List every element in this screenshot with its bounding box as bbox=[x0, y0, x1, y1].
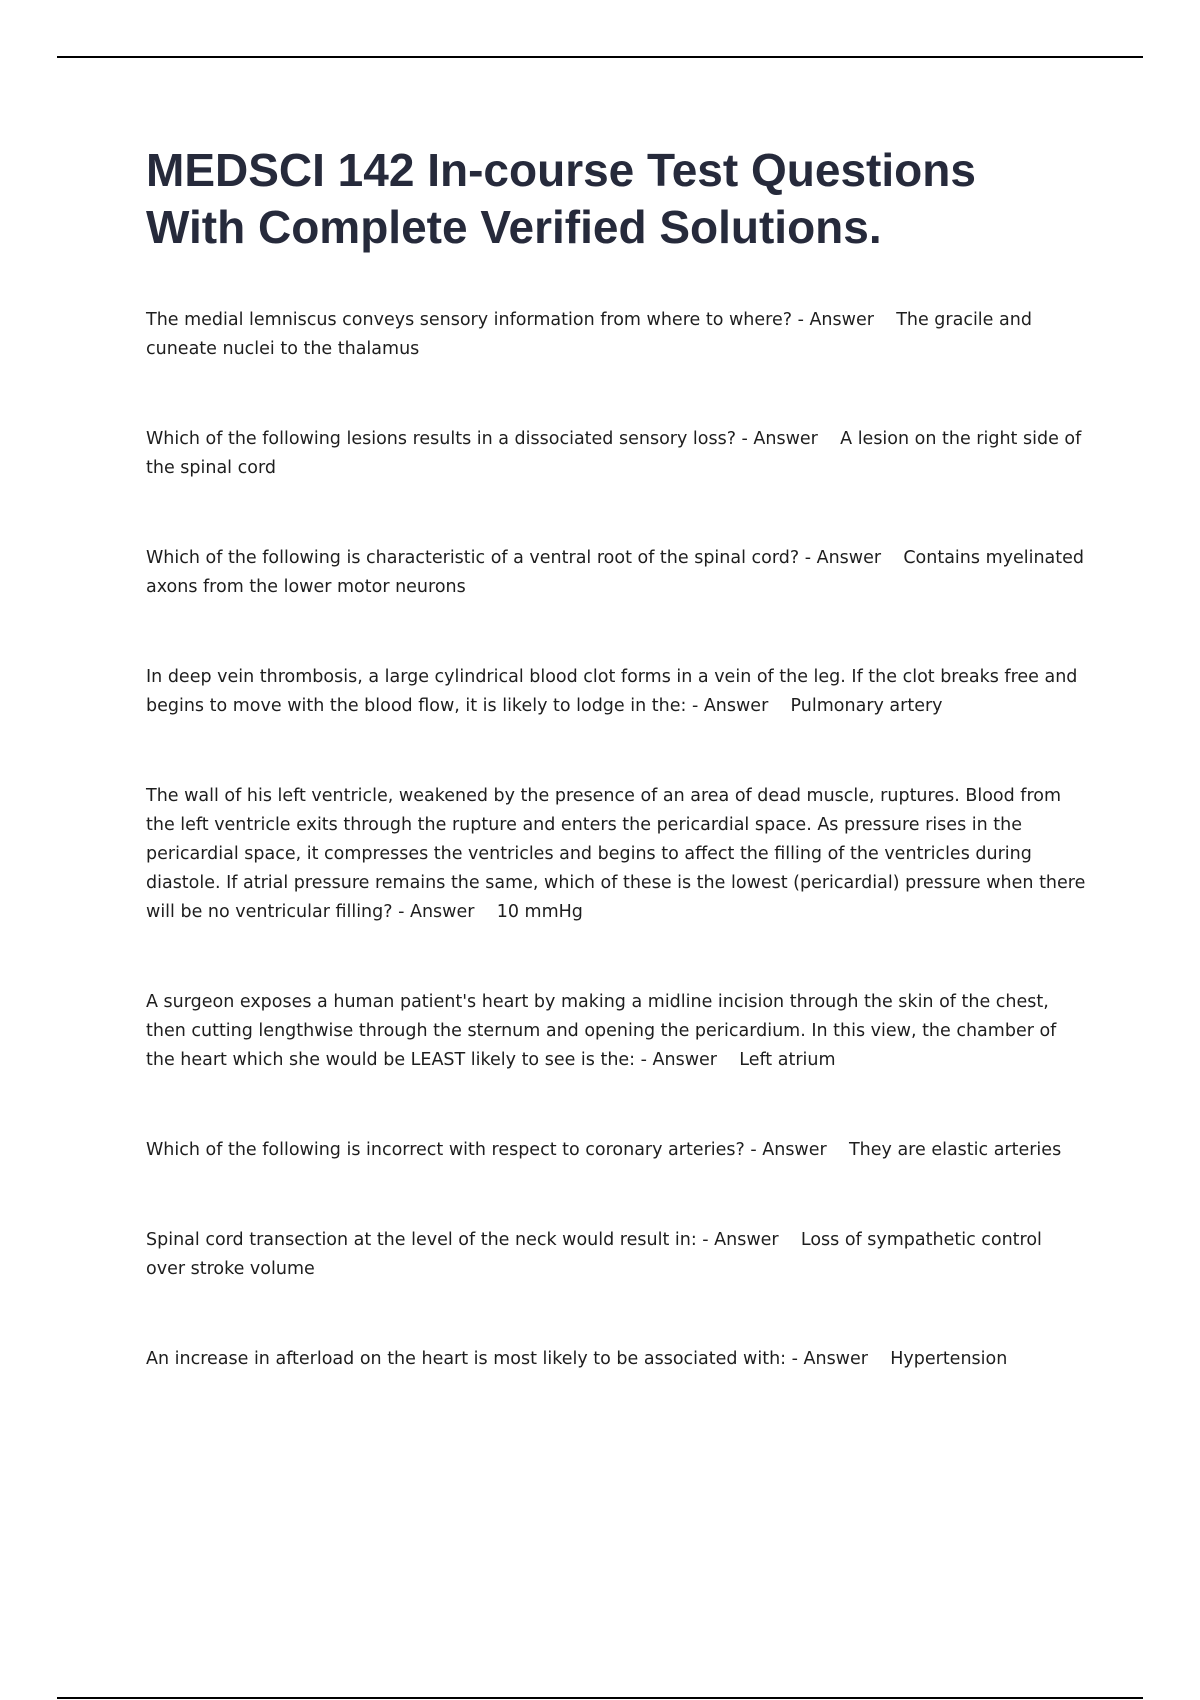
answer-text: A lesion on the right side of the spinal cord bbox=[146, 429, 1082, 478]
answer-text: Hypertension bbox=[890, 1349, 1008, 1369]
qa-item bbox=[146, 988, 1086, 1075]
qa-item bbox=[146, 663, 1086, 721]
qa-item bbox=[146, 1226, 1086, 1284]
document-title: MEDSCI 142 In-course Test Questions With Complete Verified Solutions. bbox=[146, 144, 976, 253]
qa-item bbox=[146, 1136, 1086, 1165]
answer-text: Contains myelinated axons from the lower motor neurons bbox=[146, 548, 1085, 597]
question-text: The medial lemniscus conveys sensory information from where to where? bbox=[146, 310, 793, 330]
qa-item bbox=[146, 425, 1086, 483]
qa-item bbox=[146, 544, 1086, 602]
answer-text: They are elastic arteries bbox=[848, 1140, 1062, 1160]
answer-label: - Answer bbox=[635, 1050, 723, 1070]
answer-label: - Answer bbox=[799, 548, 887, 568]
answer-label: - Answer bbox=[686, 696, 774, 716]
qa-list bbox=[146, 306, 1086, 1374]
question-text: In deep vein thrombosis, a large cylindrical blood clot forms in a vein of the leg. If the clot breaks free and begins to move with the blood flow, it is likely to lodge in the: bbox=[146, 667, 1078, 716]
answer-label: - Answer bbox=[696, 1230, 785, 1250]
answer-label: - Answer bbox=[792, 310, 880, 330]
qa-item bbox=[146, 782, 1086, 927]
question-text: An increase in afterload on the heart is most likely to be associated with: bbox=[146, 1349, 787, 1369]
question-text: Spinal cord transection at the level of the neck would result in: bbox=[146, 1230, 697, 1250]
question-text: The wall of his left ventricle, weakened by the presence of an area of dead muscle, ruptures. Blood from the left ventricle exits through the rupture and enters the pericardial space. As pressure rises in the pericardial space, it compresses the ventricles and begins to affect the filling of the ventricles during diastole. If atrial pressure remains the same, which of these is the lowest (pericardial) pressure when there will be no ventricular filling? bbox=[146, 786, 1086, 922]
answer-text: The gracile and cuneate nuclei to the thalamus bbox=[146, 310, 1032, 359]
answer-text: 10 mmHg bbox=[496, 902, 583, 922]
qa-item bbox=[146, 306, 1086, 364]
answer-label: - Answer bbox=[392, 902, 481, 922]
answer-label: - Answer bbox=[735, 429, 824, 449]
question-text: Which of the following lesions results in a dissociated sensory loss? bbox=[146, 429, 736, 449]
answer-label: - Answer bbox=[786, 1349, 874, 1369]
answer-text: Loss of sympathetic control over stroke volume bbox=[146, 1230, 1042, 1279]
answer-text: Left atrium bbox=[739, 1050, 836, 1070]
answer-text: Pulmonary artery bbox=[790, 696, 943, 716]
bottom-rule bbox=[57, 1697, 1143, 1699]
question-text: A surgeon exposes a human patient's heart by making a midline incision through the skin of the chest, then cutting lengthwise through the sternum and opening the pericardium. In this view, the chamber of the heart which she would be LEAST likely to see is the: bbox=[146, 992, 1057, 1070]
answer-label: - Answer bbox=[744, 1140, 833, 1160]
top-rule bbox=[57, 56, 1143, 58]
question-text: Which of the following is incorrect with respect to coronary arteries? bbox=[146, 1140, 745, 1160]
qa-item bbox=[146, 1345, 1086, 1374]
question-text: Which of the following is characteristic of a ventral root of the spinal cord? bbox=[146, 548, 800, 568]
document-body bbox=[146, 142, 1086, 1435]
